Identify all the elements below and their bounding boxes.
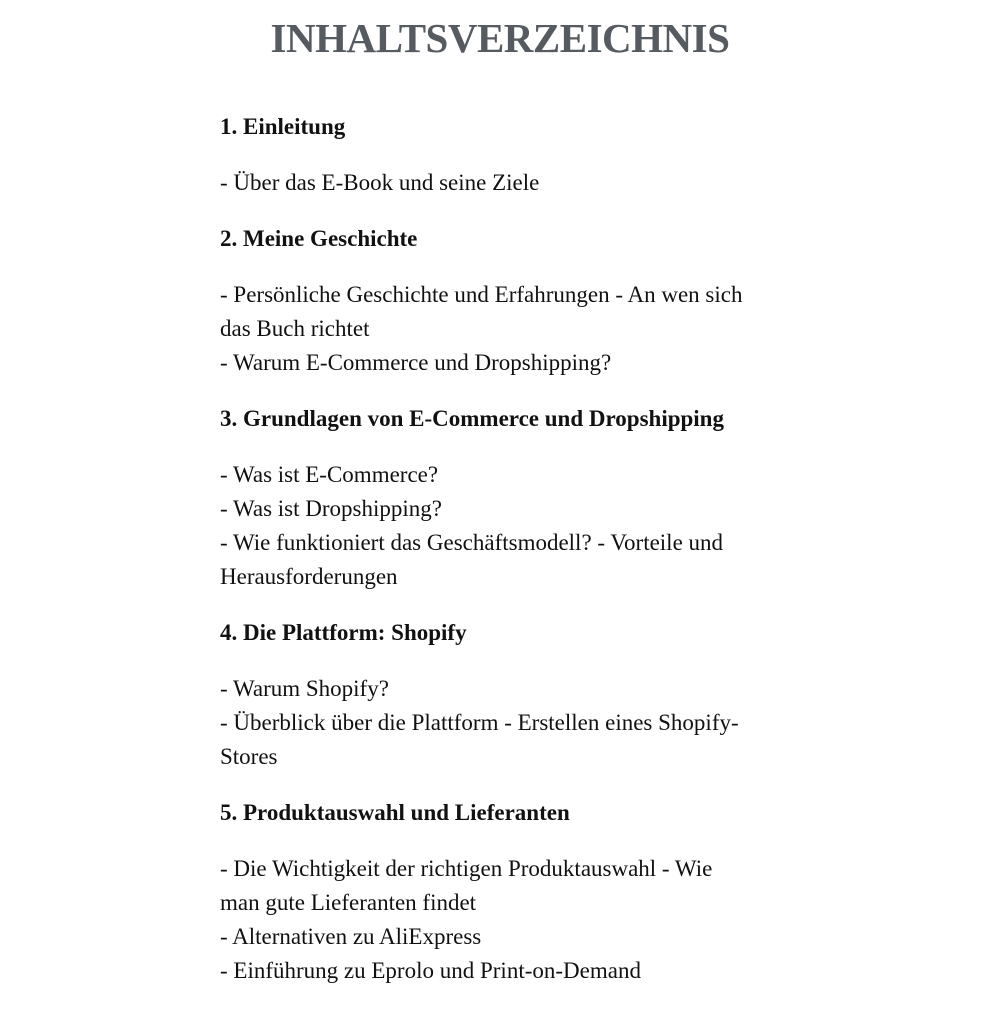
section-heading: 3. Grundlagen von E-Commerce und Dropshipping (220, 406, 724, 431)
toc-section-1 (220, 110, 840, 200)
section-heading: 1. Einleitung (220, 114, 346, 139)
section-lines (220, 852, 840, 988)
toc-section-4 (220, 616, 840, 774)
toc-line: - Warum Shopify? (220, 676, 389, 701)
section-heading: 5. Produktauswahl und Lieferanten (220, 800, 570, 825)
toc-section-3 (220, 402, 840, 594)
toc-line: - Die Wichtigkeit der richtigen Produktauswahl - Wie (220, 856, 713, 881)
section-lines (220, 458, 840, 594)
toc-line: das Buch richtet (220, 316, 370, 341)
toc-line: - Wie funktioniert das Geschäftsmodell? - Vorteile und (220, 530, 724, 555)
section-lines (220, 672, 840, 774)
toc-line: - Über das E-Book und seine Ziele (220, 170, 540, 195)
section-lines (220, 166, 840, 200)
toc-line: - Was ist Dropshipping? (220, 496, 442, 521)
section-heading: 2. Meine Geschichte (220, 226, 418, 251)
section-lines (220, 278, 840, 380)
toc-line: - Was ist E-Commerce? (220, 462, 439, 487)
toc-line: Herausforderungen (220, 564, 398, 589)
toc-line: - Warum E-Commerce und Dropshipping? (220, 350, 612, 375)
toc-line: Stores (220, 744, 278, 769)
toc-line: - Persönliche Geschichte und Erfahrungen - An wen sich (220, 282, 743, 307)
toc-line: man gute Lieferanten findet (220, 890, 477, 915)
toc-section-5 (220, 796, 840, 988)
page-title: INHALTSVERZEICHNIS (270, 15, 730, 61)
toc-line: - Alternativen zu AliExpress (220, 924, 482, 949)
toc-line: - Überblick über die Plattform - Erstellen eines Shopify- (220, 710, 739, 735)
table-of-contents (220, 110, 840, 1010)
section-heading: 4. Die Plattform: Shopify (220, 620, 467, 645)
toc-line: - Einführung zu Eprolo und Print-on-Demand (220, 958, 641, 983)
toc-section-2 (220, 222, 840, 380)
